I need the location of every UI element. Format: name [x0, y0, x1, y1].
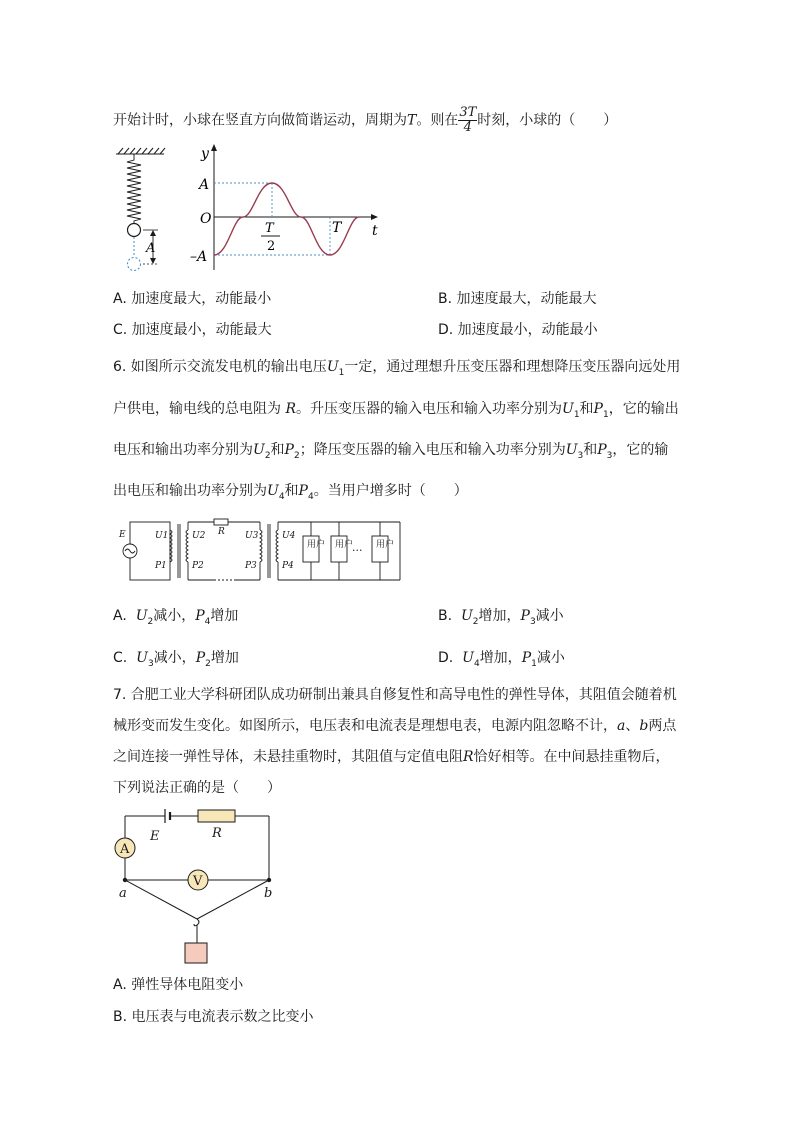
user-label-2: 用户	[335, 540, 354, 550]
ball	[128, 224, 141, 237]
q7-circuit	[108, 805, 283, 970]
svg-text:U2: U2	[192, 531, 206, 541]
q5-option-b[interactable]: B. 加速度最大，动能最大	[438, 291, 597, 307]
svg-text:P2: P2	[192, 561, 204, 571]
q5-option-a[interactable]: A. 加速度最大，动能最小	[113, 291, 272, 307]
t-axis-label: t	[372, 223, 378, 239]
elastic-conductor-right	[197, 880, 269, 919]
user-label-1: 用户	[307, 540, 326, 550]
q6-line-4: 出电压和输出功率分别为$U_4$和$P_4$。当用户增多时（ ）	[113, 483, 468, 502]
stepdown-secondary-coil	[276, 530, 278, 562]
spring-amplitude-label: A	[146, 241, 156, 256]
amplitude-negative-label: –A	[190, 249, 208, 265]
q7-line-1: 7. 合肥工业大学科研团队成功研制出兼具自修复性和高导电性的弹性导体，其阻值会随着机	[113, 687, 677, 703]
q6-option-d[interactable]: D. $U_4$增加，$P_1$减小	[438, 650, 565, 669]
half-period-numerator: T	[265, 221, 274, 236]
q7-option-b[interactable]: B. 电压表与电流表示数之比变小	[113, 1009, 314, 1025]
q7-option-a[interactable]: A. 弹性导体电阻变小	[113, 977, 244, 993]
q6-option-c[interactable]: C. $U_3$减小，$P_2$增加	[113, 650, 239, 669]
node-a	[123, 878, 127, 882]
user-label-n: 用户	[376, 540, 395, 550]
node-a-label: a	[119, 886, 127, 901]
q6-line-1: 6. 如图所示交流发电机的输出电压$U_1$一定，通过理想升压变压器和理想降压变压器向远处用	[113, 359, 681, 378]
q5-stem: 开始计时，小球在竖直方向做简谐运动，周期为T。则在 $\frac{3T}{4}$ 时刻，小球的（ ）	[113, 105, 618, 135]
fixed-resistor	[198, 810, 235, 822]
svg-text:P3: P3	[245, 561, 257, 571]
period-label: T	[332, 220, 342, 236]
svg-text:U4: U4	[282, 531, 296, 541]
svg-text:P1: P1	[155, 561, 167, 571]
svg-text:U1: U1	[155, 531, 169, 541]
q5-option-d[interactable]: D. 加速度最小，动能最小	[438, 322, 598, 338]
amplitude-positive-label: A	[199, 177, 210, 193]
stepup-secondary-coil	[186, 530, 188, 562]
ceiling-hatch	[116, 148, 165, 154]
q6-circuit	[110, 514, 410, 586]
svg-text:U3: U3	[245, 531, 259, 541]
half-period-denominator: 2	[267, 239, 276, 254]
spring	[127, 154, 141, 224]
q7-line-2: 械形变而发生变化。如图所示，电压表和电流表是理想电表，电源内阻忽略不计，a、b两点	[113, 718, 677, 734]
elastic-conductor-left	[125, 880, 197, 919]
q6-option-b[interactable]: B. $U_2$增加，$P_3$减小	[438, 608, 564, 627]
fraction-3T-over-4: $\frac{3T}{4}$	[459, 105, 477, 135]
q6-line-3: 电压和输出功率分别为$U_2$和$P_2$；降压变压器的输入电压和输入功率分别为$U_3$和$P_3$，它的输	[113, 442, 669, 461]
q5-figure	[110, 140, 390, 280]
resistor-label: R	[212, 826, 222, 841]
emf-label: E	[150, 829, 160, 844]
q7-line-4: 下列说法正确的是（ ）	[113, 780, 281, 796]
q7-line-3: 之间连接一弹性导体，未悬挂重物时，其阻值与定值电阻R恰好相等。在中间悬挂重物后，	[113, 749, 670, 765]
q6-option-a[interactable]: A. $U_2$减小，$P_4$增加	[113, 608, 239, 627]
origin-label: O	[200, 211, 212, 227]
ball-lowest-position	[128, 258, 141, 271]
svg-text:P4: P4	[282, 561, 294, 571]
sine-curve	[214, 183, 359, 255]
stepdown-primary-coil	[260, 530, 262, 562]
svg-text:R: R	[218, 527, 225, 537]
hanging-weight	[185, 943, 207, 963]
emf-label: E	[119, 530, 126, 540]
period-symbol: T	[407, 112, 417, 129]
hook	[194, 919, 199, 926]
q5-option-c[interactable]: C. 加速度最小，动能最大	[113, 322, 272, 338]
ammeter-label: A	[120, 842, 130, 857]
y-axis-label: y	[201, 146, 209, 162]
node-b-label: b	[264, 886, 273, 901]
ellipsis: ···	[352, 544, 363, 557]
node-b	[267, 878, 271, 882]
voltmeter-label: V	[193, 874, 203, 889]
line-resistor	[214, 519, 228, 525]
q6-line-2: 户供电，输电线的总电阻为 R。升压变压器的输入电压和输入功率分别为$U_1$和$P_1$，它的输出	[113, 401, 679, 420]
